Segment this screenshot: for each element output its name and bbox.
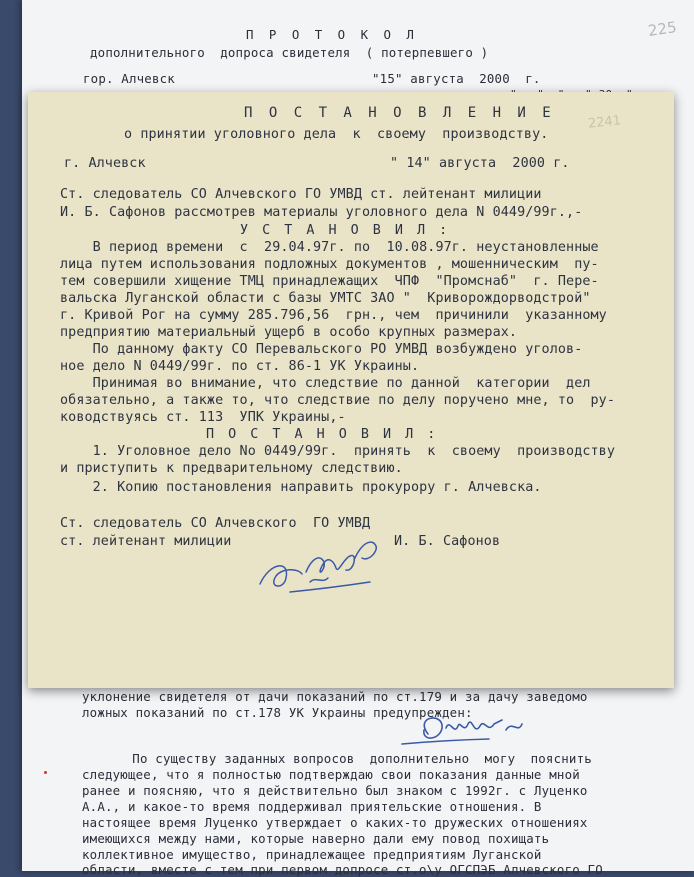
ink-dot <box>44 771 47 774</box>
protocol-subtitle: дополнительного допроса свидетеля ( потерпевшего ) <box>90 45 489 60</box>
established-line-11: ководствуясь ст. 113 УПК Украины,- <box>60 410 346 425</box>
signature-block-line-1: Ст. следователь СО Алчевского ГО УМВД <box>60 516 371 531</box>
protocol-warning-line-2: уклонение свидетеля от дачи показаний по ст.179 и за дачу заведомо <box>82 689 588 704</box>
established-line-4: вальска Луганской области с базы УМТС ЗАО " Криворождорводстрой" <box>60 291 591 306</box>
protocol-body-line-2: следующее, что я полностью подтверждаю свои показания данные мной <box>82 767 580 782</box>
resolved-line-3: 2. Копию постановления направить прокурору г. Алчевска. <box>60 480 542 495</box>
established-line-2: лица путем использования подложных документов , мошенническим пу- <box>60 257 599 272</box>
established-line-1: В период времени с 29.04.97г. по 10.08.97г. неустановленные <box>60 240 599 255</box>
established-line-7: По данному факту СО Перевальского РО УМВД возбуждено уголов- <box>60 342 583 357</box>
signatory-name: И. Б. Сафонов <box>394 534 501 549</box>
signature-block-line-2: ст. лейтенант милиции <box>60 534 232 549</box>
protocol-warning-line-3: ложных показаний по ст.178 УК Украины предупрежден: <box>82 705 473 720</box>
intro-line-2: И. Б. Сафонов рассмотрев материалы уголовного дела N 0449/99г.,- <box>60 205 583 220</box>
resolved-heading: П О С Т А Н О В И Л : <box>206 427 439 442</box>
protocol-body-line-5: настоящее время Луценко утверждает о каких-то дружеских отношениях <box>82 815 588 830</box>
intro-line-1: Ст. следователь СО Алчевского ГО УМВД ст. лейтенант милиции <box>60 187 542 202</box>
established-line-10: обязательно, а также то, что следствие по делу поручено мне, то ру- <box>60 393 616 408</box>
established-line-8: ное дело N 0449/99г. по ст. 86-1 УК Украины. <box>60 359 420 374</box>
established-line-5: г. Кривой Рог на сумму 285.796,56 грн., чем причинили указанному <box>60 308 607 323</box>
protocol-body-line-6: имеющихся между нами, которые наверно дали ему повод похищать <box>82 831 550 846</box>
protocol-place: гор. Алчевск <box>83 71 175 86</box>
resolution-page-number: 2241 <box>587 113 622 132</box>
established-heading: У С Т А Н О В И Л : <box>240 223 451 238</box>
resolution-subtitle: о принятии уголовного дела к своему производству. <box>124 127 549 142</box>
established-line-3: тем совершили хищение ТМЦ принадлежащих ЧПФ "Промснаб" г. Пере- <box>60 274 599 289</box>
protocol-body-line-4: А.А., и какое-то время поддерживал приятельские отношения. В <box>82 799 542 814</box>
protocol-body-line-1: По существу заданных вопросов дополнительно могу пояснить <box>94 751 592 766</box>
protocol-body-line-3: ранее и поясняю, что я действительно был знаком с 1992г. с Луценко <box>82 783 588 798</box>
resolution-sheet <box>28 92 674 688</box>
protocol-body-line-7: коллективное имущество, принадлежащее предприятиям Луганской <box>82 847 542 862</box>
established-line-6: предприятию материальный ущерб в особо крупных размерах. <box>60 325 518 340</box>
resolution-title: П О С Т А Н О В Л Е Н И Е <box>244 105 555 121</box>
protocol-page-number: 225 <box>646 18 678 40</box>
investigator-signature <box>250 532 400 604</box>
resolved-line-2: и приступить к предварительному следствию. <box>60 461 403 476</box>
witness-signature <box>394 706 554 750</box>
protocol-title: П Р О Т О К О Л <box>246 27 418 42</box>
protocol-date: "15" августа 2000 г. <box>372 71 541 86</box>
resolution-date: " 14" августа 2000 г. <box>390 156 570 171</box>
protocol-body-line-8: области, вместе с тем при первом допросе ст.о\у ОГСПЭБ Алчевского ГО <box>82 862 603 877</box>
resolved-line-1: 1. Уголовное дело No 0449/99г. принять к своему производству <box>60 444 616 459</box>
resolution-place: г. Алчевск <box>64 156 146 171</box>
established-line-9: Принимая во внимание, что следствие по данной категории дел <box>60 376 591 391</box>
